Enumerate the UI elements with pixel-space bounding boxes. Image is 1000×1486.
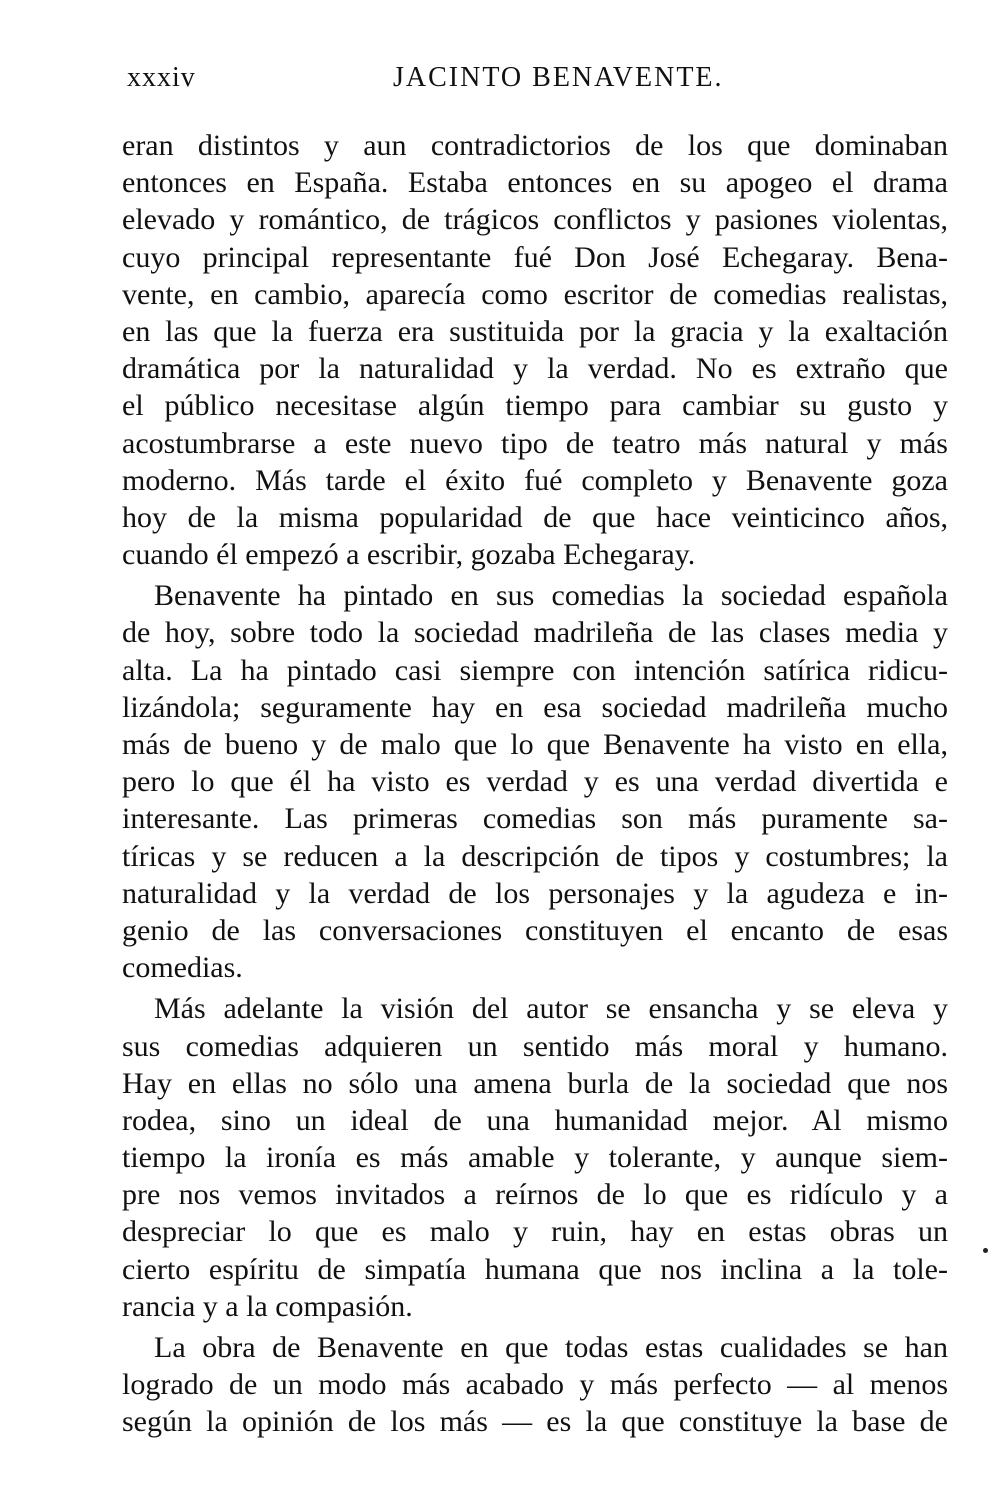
paragraph	[122, 990, 948, 1325]
text-line: alta. La ha pintado casi siempre con intención satírica ridicu-	[122, 653, 948, 687]
text-line: elevado y romántico, de trágicos conflictos y pasiones violentas,	[122, 203, 948, 237]
text-line: despreciar lo que es malo y ruin, hay en estas obras un	[122, 1215, 948, 1249]
text-line: Benavente ha pintado en sus comedias la sociedad española	[154, 579, 948, 613]
text-line: en las que la fuerza era sustituida por la gracia y la exaltación	[122, 314, 948, 348]
ink-speck	[983, 1248, 988, 1253]
running-head: JACINTO BENAVENTE.	[393, 62, 724, 93]
text-line: tiempo la ironía es más amable y tolerante, y aunque siem-	[122, 1141, 948, 1175]
text-line: Más adelante la visión del autor se ensancha y se eleva y	[154, 992, 948, 1026]
text-line: según la opinión de los más — es la que constituye la base de	[122, 1405, 948, 1439]
text-line: cuando él empezó a escribir, gozaba Echegaray.	[122, 538, 696, 572]
text-line: lizándola; seguramente hay en esa sociedad madrileña mucho	[122, 690, 948, 724]
text-line: hoy de la misma popularidad de que hace veinticinco años,	[122, 500, 948, 534]
text-line: interesante. Las primeras comedias son más puramente sa-	[122, 802, 948, 836]
text-line: sus comedias adquieren un sentido más moral y humano.	[122, 1029, 948, 1063]
text-line: cuyo principal representante fué Don José Echegaray. Bena-	[122, 240, 948, 274]
text-line: dramática por la naturalidad y la verdad. No es extraño que	[122, 352, 948, 386]
text-line: moderno. Más tarde el éxito fué completo y Benavente goza	[122, 463, 948, 497]
text-line: pre nos vemos invitados a reírnos de lo que es ridículo y a	[122, 1178, 948, 1212]
body-text	[122, 127, 948, 1441]
text-line: La obra de Benavente en que todas estas cualidades se han	[154, 1331, 948, 1364]
text-line: genio de las conversaciones constituyen el encanto de esas	[122, 913, 948, 947]
text-line: comedias.	[122, 951, 243, 985]
text-line: entonces en España. Estaba entonces en su apogeo el drama	[122, 166, 948, 200]
text-line: vente, en cambio, aparecía como escritor de comedias realistas,	[122, 277, 948, 311]
text-line: logrado de un modo más acabado y más perfecto — al menos	[122, 1368, 948, 1402]
text-line: eran distintos y aun contradictorios de los que dominaban	[122, 129, 948, 162]
text-line: cierto espíritu de simpatía humana que nos inclina a la tole-	[122, 1252, 948, 1286]
text-line: más de bueno y de malo que lo que Benavente ha visto en ella,	[122, 728, 948, 761]
text-line: pero lo que él ha visto es verdad y es una verdad divertida e	[122, 765, 948, 799]
paragraph	[122, 1329, 948, 1441]
text-line: tíricas y se reducen a la descripción de tipos y costumbres; la	[122, 839, 948, 873]
text-line: naturalidad y la verdad de los personajes y la agudeza e in-	[122, 876, 948, 910]
text-line: el público necesitase algún tiempo para cambiar su gusto y	[122, 389, 948, 423]
text-line: rodea, sino un ideal de una humanidad mejor. Al mismo	[122, 1103, 948, 1137]
page-header	[127, 62, 947, 102]
paragraph	[122, 127, 948, 573]
text-line: acostumbrarse a este nuevo tipo de teatro más natural y más	[122, 426, 948, 460]
paragraph	[122, 577, 948, 986]
text-line: Hay en ellas no sólo una amena burla de la sociedad que nos	[122, 1066, 948, 1100]
page-number: xxxiv	[127, 62, 196, 93]
text-line: de hoy, sobre todo la sociedad madrileña de las clases media y	[122, 616, 948, 650]
text-line: rancia y a la compasión.	[122, 1289, 413, 1323]
